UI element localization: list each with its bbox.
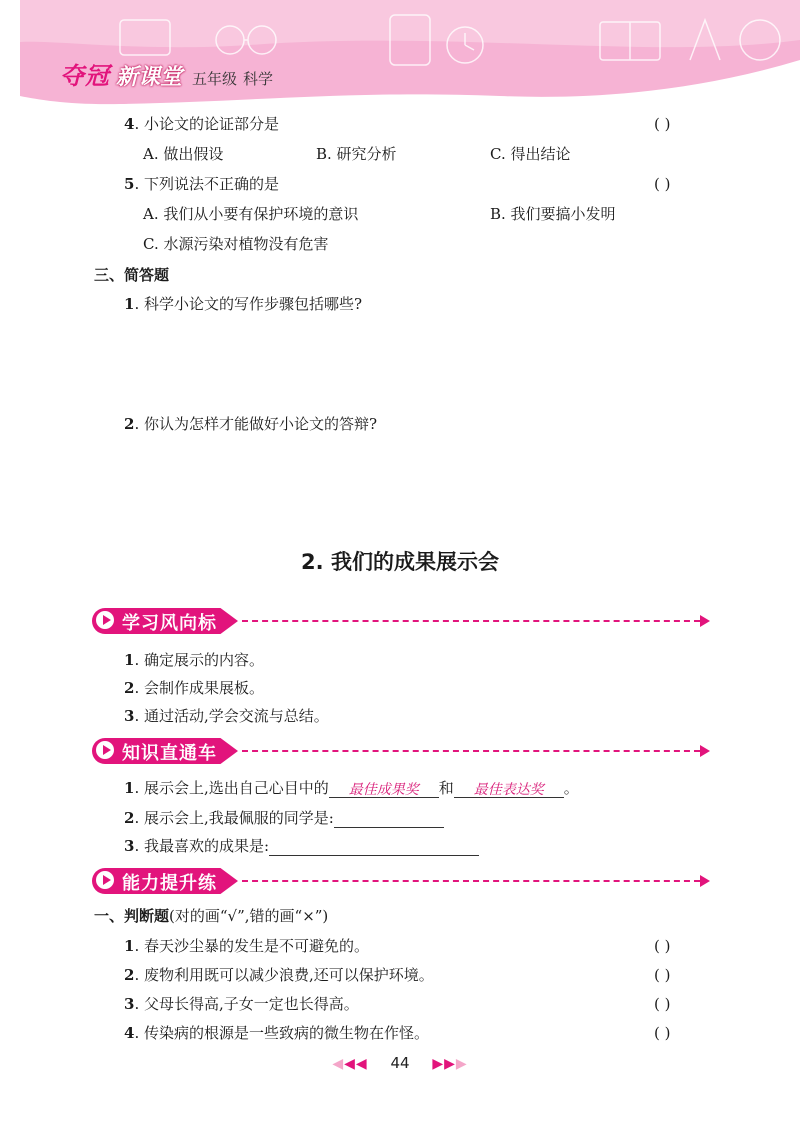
judge-item-4: 4. 传染病的根源是一些致病的微生物在作怪。 xyxy=(124,1024,429,1042)
lesson-title: 2. 我们的成果展示会 xyxy=(301,550,499,574)
question-text: . 小论文的论证部分是 xyxy=(134,115,279,133)
arrow-right-icon xyxy=(700,745,710,757)
question-number: 4 xyxy=(124,115,135,133)
option-b: B. 我们要搞小发明 xyxy=(490,205,616,223)
question-number: 5 xyxy=(124,175,135,193)
brand-logo xyxy=(60,56,273,91)
fill-blank xyxy=(269,837,479,856)
knowledge-item-2: 2. 展示会上,我最佩服的同学是: xyxy=(124,808,444,828)
study-item-1: 1. 确定展示的内容。 xyxy=(124,651,264,669)
option-c: C. 水源污染对植物没有危害 xyxy=(143,235,329,253)
option-c: C. 得出结论 xyxy=(490,145,571,163)
next-arrows-icon: ▶ xyxy=(455,1056,468,1072)
option-a: A. 做出假设 xyxy=(143,145,224,163)
judge-heading: 一、判断题(对的画“√”,错的画“×”) xyxy=(94,907,329,925)
play-icon xyxy=(94,869,116,891)
short-answer-heading: 三、简答题 xyxy=(94,266,170,284)
fill-blank xyxy=(334,809,444,828)
banner-label: 知识直通车 xyxy=(122,743,217,764)
play-icon xyxy=(94,609,116,631)
grade-label: 五年级 xyxy=(192,70,238,88)
page-number: 44 xyxy=(390,1054,410,1072)
brand-main: 夺冠 xyxy=(60,62,110,90)
study-item-3: 3. 通过活动,学会交流与总结。 xyxy=(124,707,329,725)
judge-item-1: 1. 春天沙尘暴的发生是不可避免的。 xyxy=(124,937,369,955)
subject-label: 科学 xyxy=(243,70,274,88)
study-item-2: 2. 会制作成果展板。 xyxy=(124,679,264,697)
answer-paren: ( ) xyxy=(654,1024,671,1042)
section-banner-study xyxy=(92,606,710,636)
question-text: . 下列说法不正确的是 xyxy=(134,175,279,193)
handwritten-answer: 最佳表达奖 xyxy=(473,782,544,798)
short-answer-question-1: 1. 科学小论文的写作步骤包括哪些? xyxy=(124,295,363,313)
choice-question-5 xyxy=(124,174,279,194)
choice-question-4 xyxy=(124,114,279,134)
option-a: A. 我们从小要有保护环境的意识 xyxy=(143,205,359,223)
answer-paren: ( ) xyxy=(654,115,671,133)
knowledge-item-3: 3. 我最喜欢的成果是: xyxy=(124,836,479,856)
option-b: B. 研究分析 xyxy=(316,145,397,163)
answer-paren: ( ) xyxy=(654,995,671,1013)
next-arrows-icon: ▶▶ xyxy=(432,1056,456,1072)
section-banner-ability xyxy=(92,866,710,896)
fill-blank-1 xyxy=(329,779,439,798)
arrow-right-icon xyxy=(700,875,710,887)
handwritten-answer: 最佳成果奖 xyxy=(348,782,419,798)
banner-label: 能力提升练 xyxy=(122,873,217,894)
answer-paren: ( ) xyxy=(654,966,671,984)
arrow-right-icon xyxy=(700,615,710,627)
dashed-divider xyxy=(242,750,700,752)
page-footer xyxy=(0,1054,800,1072)
prev-arrows-icon: ◀ xyxy=(332,1056,345,1072)
fill-blank-2 xyxy=(454,779,564,798)
banner-label: 学习风向标 xyxy=(122,613,217,634)
section-banner-knowledge xyxy=(92,736,710,766)
answer-paren: ( ) xyxy=(654,175,671,193)
judge-item-2: 2. 废物利用既可以减少浪费,还可以保护环境。 xyxy=(124,966,434,984)
judge-item-3: 3. 父母长得高,子女一定也长得高。 xyxy=(124,995,359,1013)
knowledge-item-1: 1. 展示会上,选出自己心目中的 最佳成果奖 和 最佳表达奖 。 xyxy=(124,779,579,798)
dashed-divider xyxy=(242,880,700,882)
short-answer-question-2: 2. 你认为怎样才能做好小论文的答辩? xyxy=(124,415,378,433)
brand-sub: 新课堂 xyxy=(116,65,183,90)
dashed-divider xyxy=(242,620,700,622)
play-icon xyxy=(94,739,116,761)
prev-arrows-icon: ◀◀ xyxy=(344,1056,368,1072)
answer-paren: ( ) xyxy=(654,937,671,955)
